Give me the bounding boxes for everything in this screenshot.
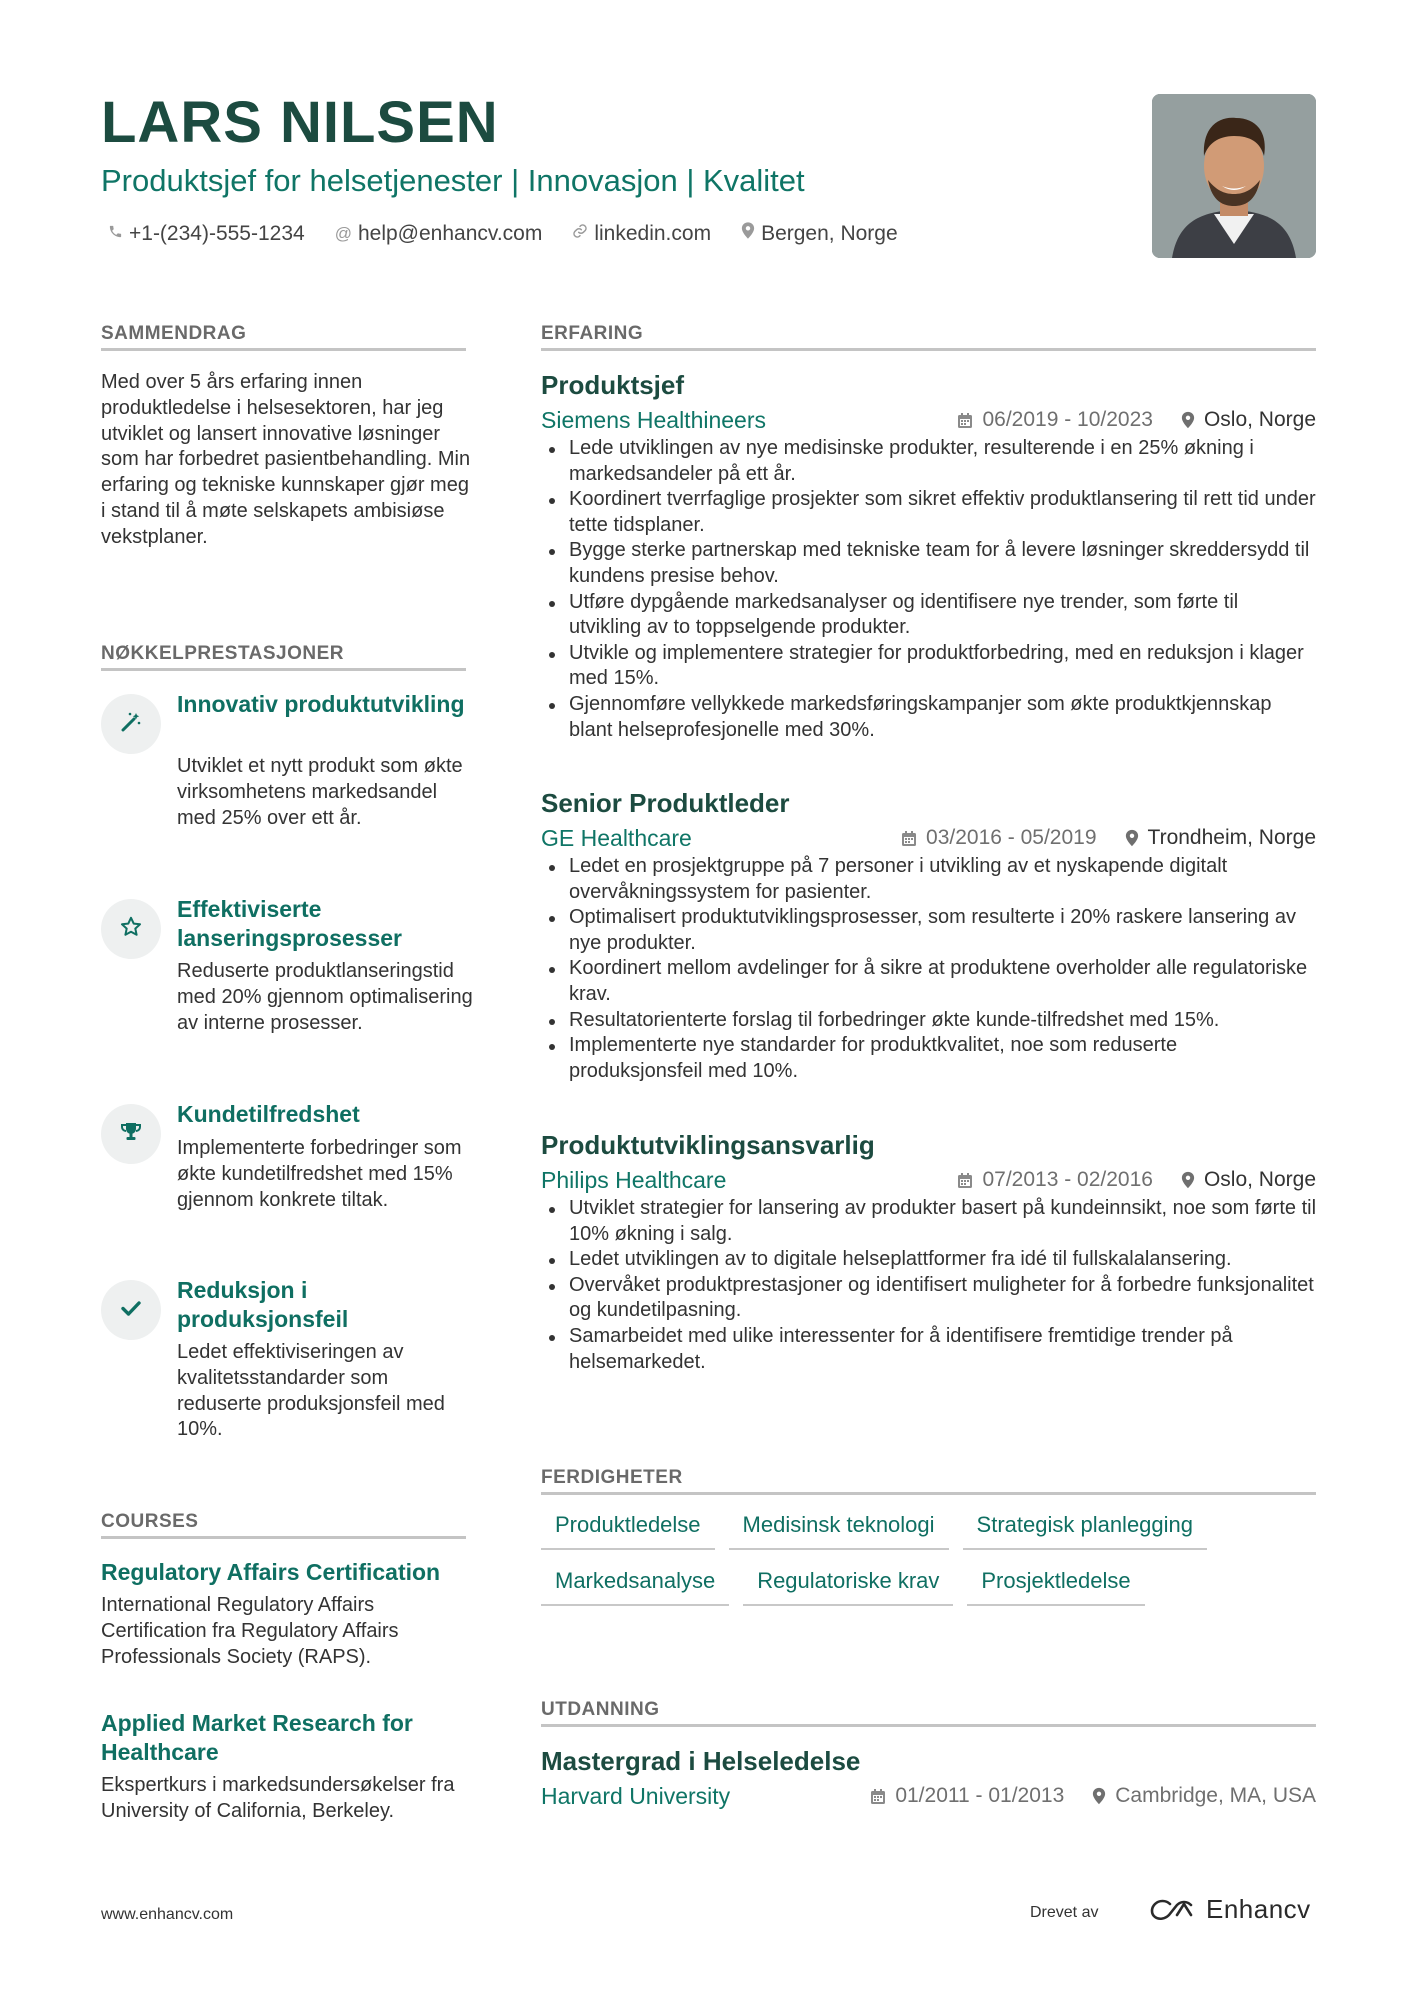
enhancv-logo[interactable] <box>1150 1894 1311 1925</box>
section-title-achievements: NØKKELPRESTASJONER <box>101 643 345 664</box>
contact-location <box>741 218 898 250</box>
phone-icon <box>108 218 123 250</box>
job-bullet: Optimalisert produktutviklingsprosesser, som resulterte i 20% raskere lansering av nye produkter. <box>541 905 1316 956</box>
skill-tag: Regulatoriske krav <box>743 1566 953 1606</box>
job-bullet: Ledet en prosjektgruppe på 7 personer i utvikling av et nyskapende digitalt overvåkningssystem for pasienter. <box>541 854 1316 905</box>
checkmark-icon <box>119 1296 143 1325</box>
section-title-experience: ERFARING <box>541 323 644 344</box>
section-divider <box>101 348 466 351</box>
education-date-location <box>870 1780 1316 1812</box>
course-title: Applied Market Research for Healthcare <box>101 1710 413 1765</box>
achievement-badge <box>101 1104 161 1164</box>
job-title: Senior Produktleder <box>541 788 790 818</box>
job-dates <box>957 1164 1152 1196</box>
experience-entry <box>541 1128 1316 1375</box>
job-dates <box>901 822 1096 854</box>
calendar-icon <box>901 830 917 847</box>
education-location <box>1092 1780 1316 1812</box>
job-bullet: Gjennomføre vellykkede markedsføringskampanjer som økte produktkjennskap blant helseprofesjonelle med 30%. <box>541 692 1316 743</box>
location-pin-icon <box>1125 829 1139 847</box>
trophy-icon <box>119 1120 143 1149</box>
job-bullet: Overvåket produktprestasjoner og identifisert muligheter for å forbedre funksjonalitet og kundetilpasning. <box>541 1273 1316 1324</box>
enhancv-logo-icon <box>1150 1898 1196 1922</box>
job-title: Produktsjef <box>541 370 685 400</box>
skills-list <box>541 1510 1331 1622</box>
job-location <box>1181 404 1316 436</box>
job-bullet: Lede utviklingen av nye medisinske produkter, resulterende i en 25% økning i markedsandeler på ett år. <box>541 436 1316 487</box>
job-bullet: Koordinert mellom avdelinger for å sikre at produktene overholder alle regulatoriske krav. <box>541 956 1316 1007</box>
experience-entry <box>541 786 1316 1084</box>
course-desc: International Regulatory Affairs Certification fra Regulatory Affairs Professionals Society (RAPS). <box>101 1594 399 1668</box>
skill-tag: Markedsanalyse <box>541 1566 729 1606</box>
job-bullet: Samarbeidet med ulike interessenter for å identifisere fremtidige trender på helsemarkedet. <box>541 1324 1316 1375</box>
achievement-title: Kundetilfredshet <box>177 1101 360 1127</box>
job-bullets <box>541 1196 1316 1375</box>
skill-tag: Prosjektledelse <box>967 1566 1144 1606</box>
job-location-text: Trondheim, Norge <box>1147 826 1316 849</box>
section-title-summary: SAMMENDRAG <box>101 323 247 344</box>
footer-website[interactable]: www.enhancv.com <box>101 1906 234 1923</box>
location-pin-icon <box>1181 411 1195 429</box>
job-title: Produktutviklingsansvarlig <box>541 1130 875 1160</box>
location-pin-icon <box>741 218 755 250</box>
job-date-location <box>957 404 1316 436</box>
experience-entry <box>541 368 1316 743</box>
contact-linkedin[interactable] <box>572 218 711 250</box>
skill-tag: Strategisk planlegging <box>963 1510 1207 1550</box>
section-divider <box>101 668 466 671</box>
company-name: GE Healthcare <box>541 825 692 851</box>
section-title-skills: FERDIGHETER <box>541 1467 683 1488</box>
education-entry <box>541 1744 1316 1812</box>
job-dates-text: 06/2019 - 10/2023 <box>982 408 1153 431</box>
achievement-title: Reduksjon i produksjonsfeil <box>177 1277 349 1332</box>
candidate-name: LARS NILSEN <box>101 90 499 155</box>
candidate-tagline: Produktsjef for helsetjenester | Innovasjon | Kvalitet <box>101 163 805 198</box>
job-dates <box>957 404 1152 436</box>
job-bullet: Utvikle og implementere strategier for produktforbedring, med en reduksjon i klager med 15%. <box>541 641 1316 692</box>
footer-powered-by: Drevet av <box>1030 1904 1099 1921</box>
at-icon: @ <box>334 224 352 243</box>
calendar-icon <box>870 1788 886 1805</box>
contact-email[interactable] <box>335 218 543 250</box>
job-bullet: Ledet utviklingen av to digitale helseplattformer fra idé til fullskalalansering. <box>541 1247 1316 1273</box>
job-bullets <box>541 436 1316 743</box>
job-bullet: Implementerte nye standarder for produktkvalitet, noe som reduserte produksjonsfeil med 10%. <box>541 1033 1316 1084</box>
achievement-title: Innovativ produktutvikling <box>177 691 465 717</box>
job-bullet: Resultatorienterte forslag til forbedringer økte kunde-tilfredshet med 15%. <box>541 1008 1316 1034</box>
summary-text: Med over 5 års erfaring innen produktledelse i helsesektoren, har jeg utviklet og lansert innovative løsninger som har forbedret pasientbehandling. Min erfaring og tekniske kunnskaper gjør meg i stand til å møte selskapets ambisiøse vekstplaner. <box>101 371 471 548</box>
job-location-text: Oslo, Norge <box>1203 1168 1316 1191</box>
calendar-icon <box>957 1172 973 1189</box>
achievement-desc: Ledet effektiviseringen av kvalitetsstandarder som reduserte produksjonsfeil med 10%. <box>177 1341 445 1441</box>
achievement-desc: Reduserte produktlanseringstid med 20% gjennom optimalisering av interne prosesser. <box>177 960 473 1034</box>
achievement-desc: Implementerte forbedringer som økte kundetilfredshet med 15% gjennom konkrete tiltak. <box>177 1137 462 1211</box>
course-title: Regulatory Affairs Certification <box>101 1559 441 1585</box>
location-pin-icon <box>1181 1171 1195 1189</box>
contact-email-text: help@enhancv.com <box>357 222 543 245</box>
job-dates-text: 07/2013 - 02/2016 <box>982 1168 1153 1191</box>
job-bullet: Bygge sterke partnerskap med tekniske team for å levere løsninger skreddersydd til kundens presise behov. <box>541 538 1316 589</box>
achievement-title: Effektiviserte lanseringsprosesser <box>177 896 403 951</box>
education-location-text: Cambridge, MA, USA <box>1115 1784 1316 1807</box>
job-meta <box>541 1164 1316 1196</box>
contact-phone-text: +1-(234)-555-1234 <box>129 222 305 245</box>
job-location <box>1125 822 1316 854</box>
section-title-courses: COURSES <box>101 1511 199 1532</box>
link-icon <box>572 218 588 250</box>
job-date-location <box>901 822 1316 854</box>
course-desc: Ekspertkurs i markedsundersøkelser fra University of California, Berkeley. <box>101 1774 455 1822</box>
skill-tag: Produktledelse <box>541 1510 715 1550</box>
achievement-desc: Utviklet et nytt produkt som økte virksomhetens markedsandel med 25% over ett år. <box>177 755 463 829</box>
contact-bar <box>108 218 928 250</box>
section-divider <box>541 1492 1316 1495</box>
magic-wand-icon <box>119 710 143 739</box>
job-meta <box>541 822 1316 854</box>
degree-title: Mastergrad i Helseledelse <box>541 1746 861 1776</box>
achievement-badge <box>101 694 161 754</box>
achievement-badge <box>101 899 161 959</box>
job-bullet: Utviklet strategier for lansering av produkter basert på kundeinnsikt, noe som førte til 10% økning i salg. <box>541 1196 1316 1247</box>
job-bullet: Koordinert tverrfaglige prosjekter som sikret effektiv produktlansering til rett tid under tette tidsplaner. <box>541 487 1316 538</box>
profile-photo <box>1152 94 1316 258</box>
contact-location-text: Bergen, Norge <box>761 222 898 245</box>
job-date-location <box>957 1164 1316 1196</box>
education-dates <box>870 1780 1064 1812</box>
contact-phone[interactable] <box>108 218 305 250</box>
section-divider <box>541 1724 1316 1727</box>
achievement-badge <box>101 1280 161 1340</box>
skill-tag: Medisinsk teknologi <box>729 1510 949 1550</box>
education-meta <box>541 1780 1316 1812</box>
job-bullet: Utføre dypgående markedsanalyser og identifisere nye trender, som førte til utvikling av to toppselgende produkter. <box>541 590 1316 641</box>
company-name: Siemens Healthineers <box>541 407 767 433</box>
job-bullets <box>541 854 1316 1084</box>
section-title-education: UTDANNING <box>541 1699 660 1720</box>
education-dates-text: 01/2011 - 01/2013 <box>895 1784 1065 1807</box>
job-location <box>1181 1164 1316 1196</box>
calendar-icon <box>957 412 973 429</box>
star-icon <box>119 915 143 944</box>
job-location-text: Oslo, Norge <box>1203 408 1316 431</box>
contact-linkedin-text: linkedin.com <box>594 222 712 245</box>
job-dates-text: 03/2016 - 05/2019 <box>926 826 1097 849</box>
school-name: Harvard University <box>541 1783 731 1809</box>
job-meta <box>541 404 1316 436</box>
enhancv-logo-text: Enhancv <box>1206 1894 1311 1924</box>
location-pin-icon <box>1092 1787 1106 1805</box>
section-divider <box>101 1536 466 1539</box>
company-name: Philips Healthcare <box>541 1167 727 1193</box>
section-divider <box>541 348 1316 351</box>
